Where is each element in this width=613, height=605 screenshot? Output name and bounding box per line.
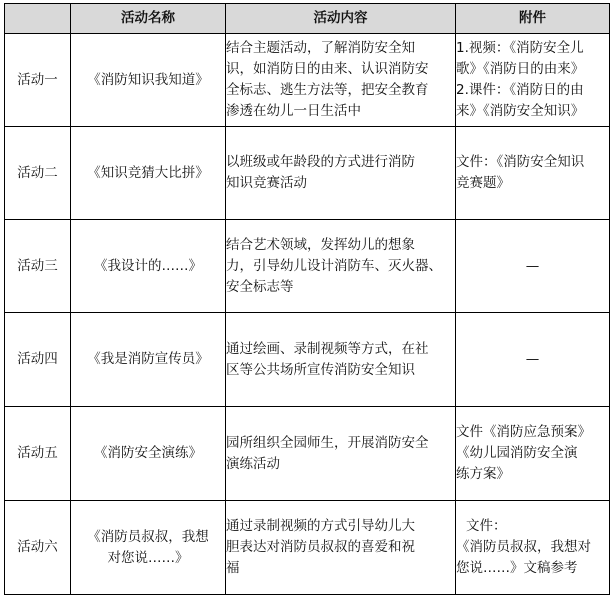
table-row: [5, 34, 610, 127]
activity-name: [71, 220, 226, 313]
attachment-line: 《幼儿园消防安全演: [456, 445, 578, 461]
header-name: 活动名称: [71, 4, 226, 34]
attachment-line: 来》《消防安全知识》: [456, 103, 585, 119]
attachment-line: 您说……》文稿参考: [456, 560, 578, 576]
table-row: [5, 220, 610, 313]
name-line: 《知识竞猜大比拼》: [87, 164, 209, 181]
activity-content: [226, 127, 456, 220]
content-line: 演练活动: [226, 455, 280, 472]
table-row: [5, 501, 610, 595]
content-line: 胆表达对消防员叔叔的喜爱和祝: [226, 539, 415, 555]
activity-attachment: [456, 220, 610, 313]
activity-attachment: [456, 501, 610, 595]
content-line: 园所组织全园师生，开展消防安全: [226, 434, 429, 451]
content-line: 识，如消防日的由来、认识消防安: [226, 61, 429, 77]
attachment-dash: —: [525, 257, 540, 274]
activity-content: [226, 34, 456, 127]
activity-index: 活动五: [5, 407, 71, 501]
attachment-line: 竞赛题》: [456, 175, 510, 191]
activity-content: [226, 407, 456, 501]
table-row: [5, 407, 610, 501]
activity-content: [226, 501, 456, 595]
content-line: 区等公共场所宣传消防安全知识: [226, 361, 415, 378]
activity-index: 活动六: [5, 501, 71, 595]
content-line: 知识竞赛活动: [226, 175, 307, 191]
content-line: 结合艺术领域，发挥幼儿的想象: [226, 236, 415, 253]
attachment-line: 歌》《消防日的由来》: [456, 61, 585, 77]
activity-name: [71, 407, 226, 501]
attachment-line: 2.课件：《消防日的由: [456, 82, 584, 98]
activity-index: 活动三: [5, 220, 71, 313]
table-row: [5, 313, 610, 407]
activity-index: 活动二: [5, 127, 71, 220]
content-line: 力，引导幼儿设计消防车、灭火器、: [226, 257, 442, 274]
activity-content: [226, 220, 456, 313]
attachment-line: 练方案》: [456, 466, 510, 482]
activity-attachment: [456, 127, 610, 220]
attachment-line: 《消防员叔叔，我想对: [456, 539, 591, 555]
content-line: 结合主题活动，了解消防安全知: [226, 40, 415, 56]
header-index: [5, 4, 71, 34]
content-line: 福: [226, 560, 240, 576]
activity-attachment: [456, 407, 610, 501]
activity-index: 活动四: [5, 313, 71, 407]
name-line: 《消防知识我知道》: [87, 71, 209, 88]
attachment-line: 文件：《消防安全知识: [456, 154, 585, 170]
table-row: [5, 127, 610, 220]
header-content: 活动内容: [226, 4, 456, 34]
content-line: 通过录制视频的方式引导幼儿大: [226, 518, 415, 534]
attachment-line: 文件《消防应急预案》: [456, 424, 591, 440]
activity-content: [226, 313, 456, 407]
header-row: [5, 4, 610, 34]
activity-name: [71, 34, 226, 127]
name-line: 《消防员叔叔，我想: [87, 528, 209, 545]
name-line: 《我是消防宣传员》: [87, 351, 209, 367]
attachment-dash: —: [525, 351, 540, 367]
content-line: 以班级或年龄段的方式进行消防: [226, 154, 415, 170]
attachment-line: 1.视频：《消防安全儿: [456, 40, 584, 56]
activity-attachment: [456, 313, 610, 407]
header-attachment: 附件: [456, 4, 610, 34]
name-line: 《我设计的……》: [94, 257, 202, 274]
activity-name: [71, 501, 226, 595]
activity-table: [4, 3, 610, 595]
name-line: 《消防安全演练》: [94, 445, 202, 461]
activity-name: [71, 127, 226, 220]
activity-attachment: [456, 34, 610, 127]
content-line: 渗透在幼儿一日生活中: [226, 103, 361, 119]
activity-name: [71, 313, 226, 407]
attachment-line: 文件：: [466, 518, 507, 534]
name-line: 对您说……》: [107, 549, 189, 566]
activity-index: 活动一: [5, 34, 71, 127]
content-line: 安全标志等: [226, 278, 294, 295]
content-line: 全标志、逃生方法等，把安全教育: [226, 82, 429, 98]
content-line: 通过绘画、录制视频等方式，在社: [226, 340, 429, 357]
